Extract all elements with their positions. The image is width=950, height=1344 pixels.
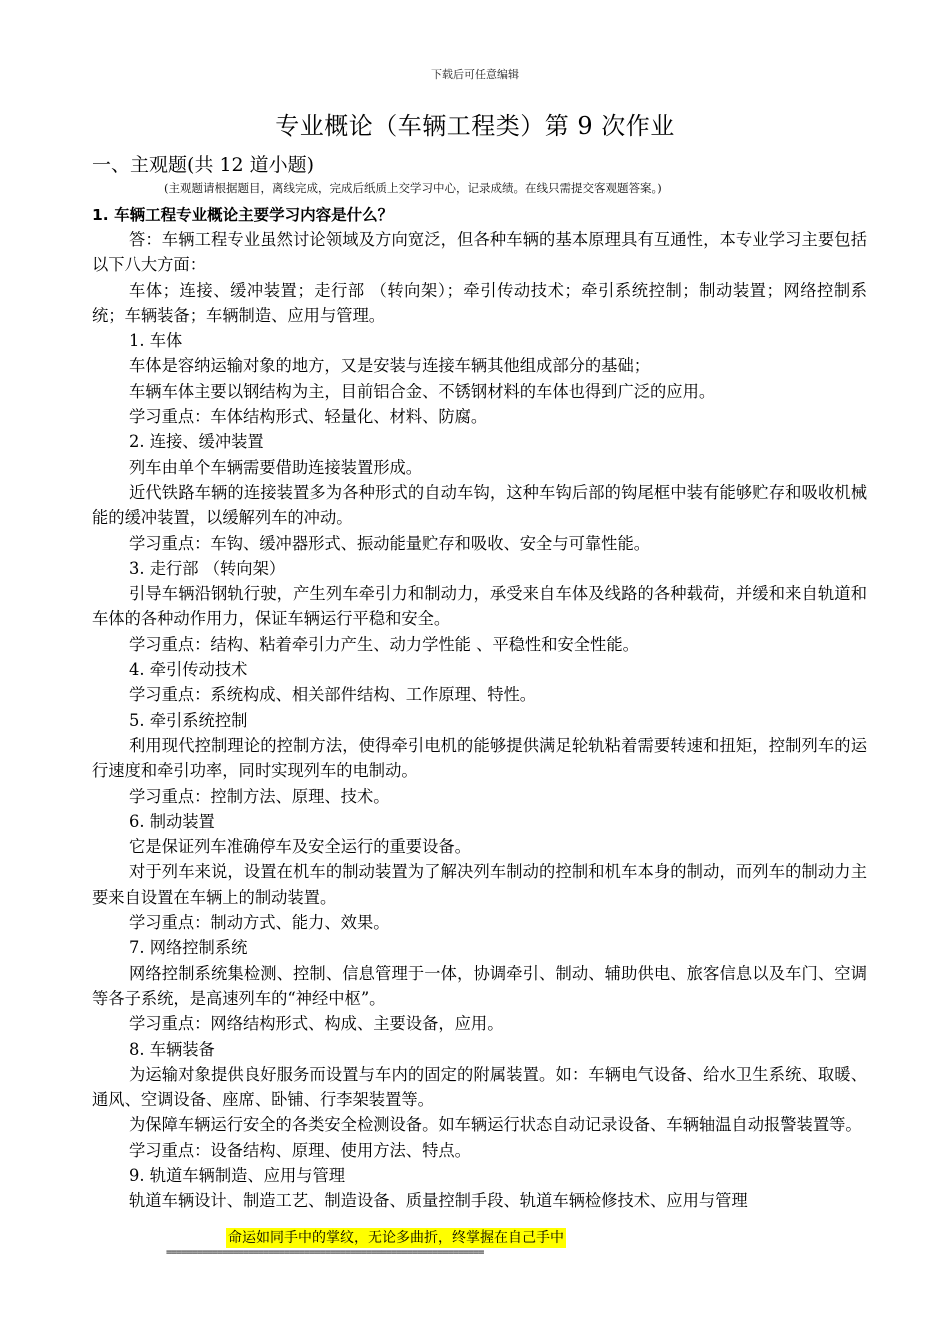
paragraph: 近代铁路车辆的连接装置多为各种形式的自动车钩，这种车钩后部的钩尾框中装有能够贮存和吸收机械能的缓冲装置，以缓解列车的冲动。: [92, 482, 867, 528]
paragraph: 2. 连接、缓冲装置: [129, 432, 264, 452]
paragraph: 学习重点：网络结构形式、构成、主要设备，应用。: [129, 1014, 504, 1034]
paragraph: 9. 轨道车辆制造、应用与管理: [129, 1165, 346, 1185]
paragraph: 网络控制系统集检测、控制、信息管理于一体，协调牵引、制动、辅助供电、旅客信息以及车门、空调等各子系统，是高速列车的“神经中枢”。: [92, 963, 867, 1008]
paragraph: 学习重点：控制方法、原理、技术。: [129, 786, 390, 806]
paragraph: 为运输对象提供良好服务而设置与车内的固定的附属装置。如：车辆电气设备、给水卫生系统、取暖、通风、空调设备、座席、卧铺、行李架装置等。: [92, 1064, 867, 1110]
paragraph: 利用现代控制理论的控制方法，使得牵引电机的能够提供满足轮轨粘着需要转速和扭矩，控制列车的运行速度和牵引功率，同时实现列车的电制动。: [92, 735, 867, 781]
paragraph: 答：车辆工程专业虽然讨论领域及方向宽泛，但各种车辆的基本原理具有互通性，本专业学习主要包括以下八大方面：: [92, 230, 867, 275]
paragraph: 车辆车体主要以钢结构为主，目前铝合金、不锈钢材料的车体也得到广泛的应用。: [129, 381, 716, 401]
paragraph: 车体是容纳运输对象的地方，又是安装与连接车辆其他组成部分的基础；: [129, 356, 651, 376]
paragraph: 轨道车辆设计、制造工艺、制造设备、质量控制手段、轨道车辆检修技术、应用与管理: [129, 1191, 748, 1211]
paragraph: 学习重点：车钩、缓冲器形式、振动能量贮存和吸收、安全与可靠性能。: [129, 533, 651, 553]
paragraph: 引导车辆沿钢轨行驶，产生列车牵引力和制动力，承受来自车体及线路的各种载荷，并缓和来自轨道和车体的各种动作用力，保证车辆运行平稳和安全。: [92, 584, 867, 629]
paragraph: 车体；连接、缓冲装置；走行部 （转向架）；牵引传动技术；牵引系统控制；制动装置；网络控制系统；车辆装备；车辆制造、应用与管理。: [92, 280, 867, 325]
paragraph: 学习重点：设备结构、原理、使用方法、特点。: [129, 1140, 471, 1160]
paragraph: 为保障车辆运行安全的各类安全检测设备。如车辆运行状态自动记录设备、车辆轴温自动报警装置等。: [129, 1115, 862, 1135]
paragraph: 对于列车来说，设置在机车的制动装置为了解决列车制动的控制和机车本身的制动，而列车的制动力主要来自设置在车辆上的制动装置。: [92, 862, 867, 907]
paragraph: 列车由单个车辆需要借助连接装置形成。: [129, 457, 423, 477]
section-note: (主观题请根据题目，离线完成，完成后纸质上交学习中心，记录成绩。在线只需提交客观题答案。): [164, 181, 662, 195]
paragraph: 学习重点：系统构成、相关部件结构、工作原理、特性。: [129, 685, 537, 705]
paragraph: 8. 车辆装备: [129, 1039, 215, 1059]
paragraph: 4. 牵引传动技术: [129, 660, 248, 680]
question-title: 1. 车辆工程专业概论主要学习内容是什么？: [92, 206, 394, 224]
paragraph: 1. 车体: [129, 331, 183, 351]
paragraph: 3. 走行部 （转向架）: [129, 558, 286, 578]
paragraph: 5. 牵引系统控制: [129, 710, 248, 730]
paragraph: 学习重点：结构、粘着牵引力产生、动力学性能 、平稳性和安全性能。: [129, 634, 639, 654]
page-title: 专业概论（车辆工程类）第 9 次作业: [275, 112, 675, 140]
paragraph: 学习重点：制动方式、能力、效果。: [129, 913, 390, 933]
paragraph: 学习重点：车体结构形式、轻量化、材料、防腐。: [129, 407, 488, 427]
answer-body: [92, 227, 867, 1214]
header-note: 下载后可任意编辑: [431, 68, 519, 81]
footer-quote: 命运如同手中的掌纹，无论多曲折，终掌握在自己手中: [228, 1230, 564, 1246]
paragraph: 7. 网络控制系统: [129, 938, 248, 958]
paragraph: 6. 制动装置: [129, 811, 215, 831]
paragraph: 它是保证列车准确停车及安全运行的重要设备。: [129, 837, 471, 857]
section-heading: 一、主观题(共 12 道小题): [92, 154, 315, 176]
footer-divider: ==============================================================: [166, 1247, 484, 1258]
